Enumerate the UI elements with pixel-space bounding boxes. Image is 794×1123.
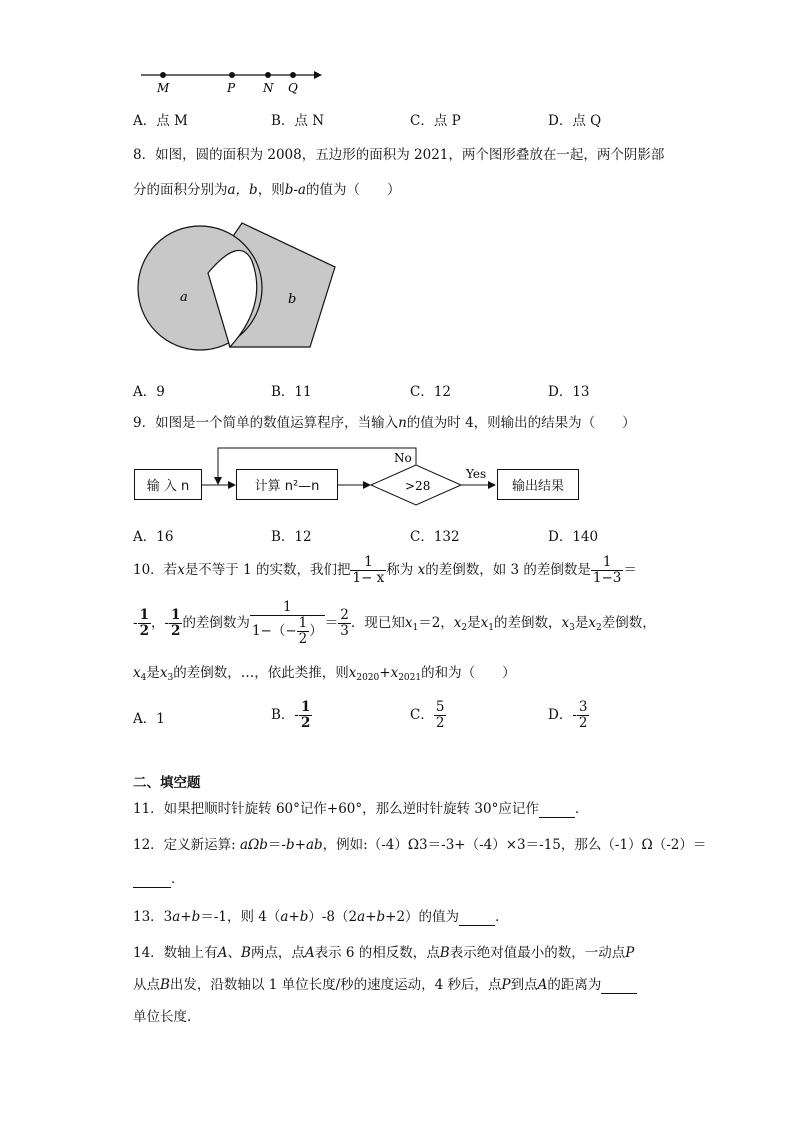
q10-optb-frac	[299, 700, 312, 731]
q10-inner-num: 1	[298, 615, 308, 632]
q10-inner-frac	[297, 616, 310, 647]
q10-optb-den: 2	[300, 715, 311, 731]
q10-line3	[133, 661, 516, 683]
q10-optc-den: 2	[435, 715, 445, 731]
output-box-label: 输出结果	[511, 479, 564, 494]
q10-x2b: x	[588, 615, 596, 631]
q10-x4-sub: 4	[140, 673, 147, 683]
q14-line3: 单位长度．	[133, 1009, 201, 1025]
q13-answer-blank[interactable]	[459, 909, 495, 926]
q10-l2-eq: ＝	[324, 615, 339, 631]
calc-box-label: 计算 n²—n	[254, 479, 320, 494]
q8-option-c[interactable]: C．12	[410, 384, 452, 400]
q10-optc-pre: C．	[410, 707, 434, 723]
input-box	[134, 469, 202, 500]
q14-l2-d: 的距离为	[547, 977, 602, 993]
q10-l2-comma: ，-	[150, 615, 170, 631]
q10-x1: x	[404, 615, 413, 631]
q7-option-a[interactable]: A．点 M	[133, 113, 188, 129]
point-q	[290, 72, 296, 78]
q10-optd-pre: D．-	[548, 707, 577, 723]
q10-half1-den: 2	[139, 623, 149, 639]
point-p	[229, 72, 235, 78]
q8-line2-mid: ，则	[257, 182, 285, 198]
output-box	[497, 469, 579, 500]
q13-b2: b	[299, 909, 309, 925]
q10-x2: x	[453, 615, 462, 631]
q10-l1-a: 10．若	[133, 562, 178, 578]
q10-frac-2	[591, 555, 624, 586]
q14-l1-e: 表示绝对值最小的数，一动点	[449, 945, 626, 961]
q12-ex: ，例如:（-4）Ω3＝-3+（-4）×3＝-15，那么（-1）Ω（-2）＝	[322, 837, 707, 853]
q13-mid2: ）-8（2	[308, 909, 358, 925]
q10-half2-num: 1	[171, 607, 181, 624]
q13-b3: b	[376, 909, 386, 925]
q10-big-frac	[250, 600, 325, 647]
q10-optd-frac	[577, 700, 590, 731]
q11-text: 11．如果把顺时针旋转 60°记作+60°，那么逆时针旋转 30°应记作	[133, 801, 539, 817]
q12-end: ．	[171, 871, 185, 887]
q7-option-d[interactable]: D．点 Q	[548, 113, 602, 129]
q9-text	[133, 411, 636, 431]
q10-result-frac	[338, 608, 351, 639]
q7-option-b[interactable]: B．点 N	[271, 113, 325, 129]
q14-l1-a: 14．数轴上有	[133, 945, 218, 961]
q10-l1-d: 的差倒数，如 3 的差倒数是	[425, 562, 591, 578]
q10-half1-num: 1	[139, 607, 149, 624]
q14-line1	[133, 941, 634, 961]
q12-def4: +	[294, 837, 306, 853]
q10-x1b-sub: 1	[488, 623, 495, 633]
q10-line2	[133, 598, 656, 653]
q10-x3: x	[561, 615, 570, 631]
label-b: b	[288, 292, 297, 307]
q13-plus3: +	[365, 909, 377, 925]
q13-a3: a	[357, 909, 366, 925]
q14-A3: A	[537, 977, 548, 993]
q13-mid: ＝-1，则 4（	[200, 909, 281, 925]
q10-option-b[interactable]	[271, 696, 312, 734]
q10-l3-x3-sub: 3	[167, 673, 174, 683]
q8-line1: 8．如图，圆的面积为 2008，五边形的面积为 2021，两个图形叠放在一起，两个阴影部	[133, 147, 665, 163]
q8-option-a[interactable]: A．9	[133, 384, 165, 400]
q10-x2-sub: 2	[461, 623, 468, 633]
q14-A2: A	[304, 945, 315, 961]
q10-optb-num: 1	[300, 699, 311, 716]
q10-l2-text: 的差倒数为	[182, 615, 250, 631]
label-n: N	[263, 81, 274, 95]
point-n	[265, 72, 271, 78]
decision-label: >28	[405, 479, 431, 493]
q10-big-den-pre: 1−（−	[251, 622, 297, 639]
q8-line2	[133, 178, 400, 198]
q10-x3-sub: 3	[569, 623, 575, 633]
circle-pentagon-figure	[130, 215, 345, 360]
q13-b: b	[191, 909, 201, 925]
q14-l2-c: 到点	[510, 977, 538, 993]
q10-frac1-num: 1	[350, 555, 386, 571]
q13	[133, 905, 509, 926]
q10-x1b: x	[480, 615, 489, 631]
q14-line2	[133, 973, 637, 994]
q11-answer-blank[interactable]	[539, 801, 575, 818]
q10-res-num: 2	[340, 607, 349, 624]
q10-x1-sub: 1	[412, 623, 419, 633]
q8-line2-pre: 分的面积分别为	[133, 182, 228, 198]
q10-is: 是	[467, 615, 481, 631]
q10-optc-num: 5	[435, 699, 445, 716]
q10-s1-sub: 2020	[356, 673, 380, 683]
q10-big-num: 1	[250, 600, 325, 616]
q10-l1-eq: ＝	[623, 562, 637, 578]
q8-vars: a，b	[227, 182, 258, 198]
q14-B1: B	[240, 945, 251, 961]
q9-option-b[interactable]: B．12	[271, 529, 312, 545]
q11	[133, 797, 588, 818]
no-label: No	[394, 451, 412, 465]
q10-option-d[interactable]	[548, 696, 589, 734]
q13-pre: 13．3	[133, 909, 173, 925]
q10-half2-den: 2	[171, 623, 181, 639]
q12-def5: ab	[305, 837, 323, 853]
q14-l1-d: 表示 6 的相反数，点	[314, 945, 440, 961]
q10-l1-x: x	[177, 562, 185, 578]
q10-x4: x	[133, 665, 141, 681]
q10-cha2: 差倒数，	[601, 615, 656, 631]
q9-option-a[interactable]: A．16	[133, 529, 174, 545]
q14-answer-blank[interactable]	[601, 977, 637, 994]
q13-a2: a	[280, 909, 289, 925]
q10-s2: x	[390, 665, 399, 681]
q13-end: ．	[495, 909, 509, 925]
q14-l1-c: 两点，点	[250, 945, 305, 961]
yes-label: Yes	[466, 467, 487, 481]
q12-def3: b	[285, 837, 295, 853]
q12-line2	[133, 867, 185, 888]
q10-l3-end: 的和为（ ）	[421, 665, 516, 681]
q10-plus: +	[379, 665, 391, 681]
q12-def: aΩb	[240, 837, 268, 853]
q10-cha: 的差倒数，	[494, 615, 562, 631]
q10-frac2-num: 1	[591, 555, 624, 571]
q8-option-d[interactable]: D．13	[548, 384, 590, 400]
label-m: M	[157, 81, 170, 95]
q9-var: n	[398, 415, 407, 431]
q10-l1-b: 是不等于 1 的实数，我们把	[184, 562, 351, 578]
q9-text-post: 的值为时 4，则输出的结果为（ ）	[406, 415, 636, 431]
q12-answer-blank[interactable]	[133, 871, 171, 888]
q10-l2-neg: -	[133, 615, 138, 631]
q10-s2-sub: 2021	[398, 673, 422, 683]
label-p: P	[227, 81, 236, 95]
q8-expr: b-a	[284, 182, 306, 198]
q14-l1-b: 、	[227, 945, 241, 961]
q9-option-d[interactable]: D．140	[548, 529, 599, 545]
number-line-arrow	[314, 71, 322, 79]
q10-is2: 是	[574, 615, 589, 631]
q10-frac-1	[350, 555, 386, 586]
q10-optc-frac	[434, 700, 447, 731]
q10-option-c[interactable]	[410, 696, 446, 734]
q14-l2-a: 从点	[133, 977, 160, 993]
q10-l3-text: 的差倒数，…，依此类推，则	[173, 665, 349, 681]
number-line-figure	[135, 62, 335, 97]
q13-plus: +	[180, 909, 192, 925]
q10-big-den	[250, 616, 325, 647]
q9-text-pre: 9．如图是一个简单的数值运算程序，当输入	[133, 415, 399, 431]
q7-option-c[interactable]: C．点 P	[410, 113, 461, 129]
q10-line1	[133, 550, 637, 590]
q10-optd-num: 3	[578, 699, 588, 716]
q10-optd-den: 2	[578, 715, 588, 731]
q10-inner-den: 2	[298, 630, 308, 647]
q10-x2b-sub: 2	[596, 623, 602, 633]
q13-mid3: +2）的值为	[385, 909, 460, 925]
q10-half-2	[169, 608, 182, 639]
q8-line2-post: 的值为（ ）	[305, 182, 401, 198]
q14-B2: B	[439, 945, 450, 961]
q14-l2-b: 出发，沿数轴以 1 单位长度/秒的速度运动，4 秒后，点	[169, 977, 502, 993]
q10-l1-x2: x	[417, 562, 426, 578]
q14-P1: P	[625, 945, 635, 961]
q10-big-den-post: ）	[309, 622, 323, 639]
label-a: a	[180, 290, 188, 305]
q13-plus2: +	[288, 909, 300, 925]
q14-B3: B	[160, 977, 170, 993]
input-box-label: 输 入 n	[146, 479, 190, 494]
q10-s1: x	[348, 665, 357, 681]
section-title: 二、填空题	[133, 775, 201, 791]
q10-l3-x3: x	[159, 665, 168, 681]
q14-A1: A	[217, 945, 228, 961]
q9-option-c[interactable]: C．132	[410, 529, 460, 545]
q10-l2-tail: ．现已知	[350, 615, 405, 631]
q12-line1	[133, 833, 706, 853]
q10-frac1-den: 1− x	[352, 570, 385, 586]
q10-res-den: 3	[340, 623, 349, 639]
q8-option-b[interactable]: B．11	[271, 384, 312, 400]
q10-half-1	[138, 608, 151, 639]
q12-def2: ＝-	[267, 837, 286, 853]
q10-optb-pre: B．-	[271, 707, 299, 723]
q10-x1-val: ＝2，	[418, 615, 454, 631]
q13-a: a	[172, 909, 181, 925]
calc-box	[236, 469, 338, 500]
point-m	[160, 72, 166, 78]
label-q: Q	[288, 81, 298, 95]
q10-option-a[interactable]: A．1	[133, 711, 165, 727]
q11-end: ．	[574, 801, 589, 817]
q10-frac2-den: 1−3	[592, 570, 622, 586]
q10-l3-is: 是	[146, 665, 160, 681]
q12-pre: 12．定义新运算:	[133, 837, 241, 853]
q14-P2: P	[501, 977, 511, 993]
q10-l1-c: 称为	[386, 562, 414, 578]
